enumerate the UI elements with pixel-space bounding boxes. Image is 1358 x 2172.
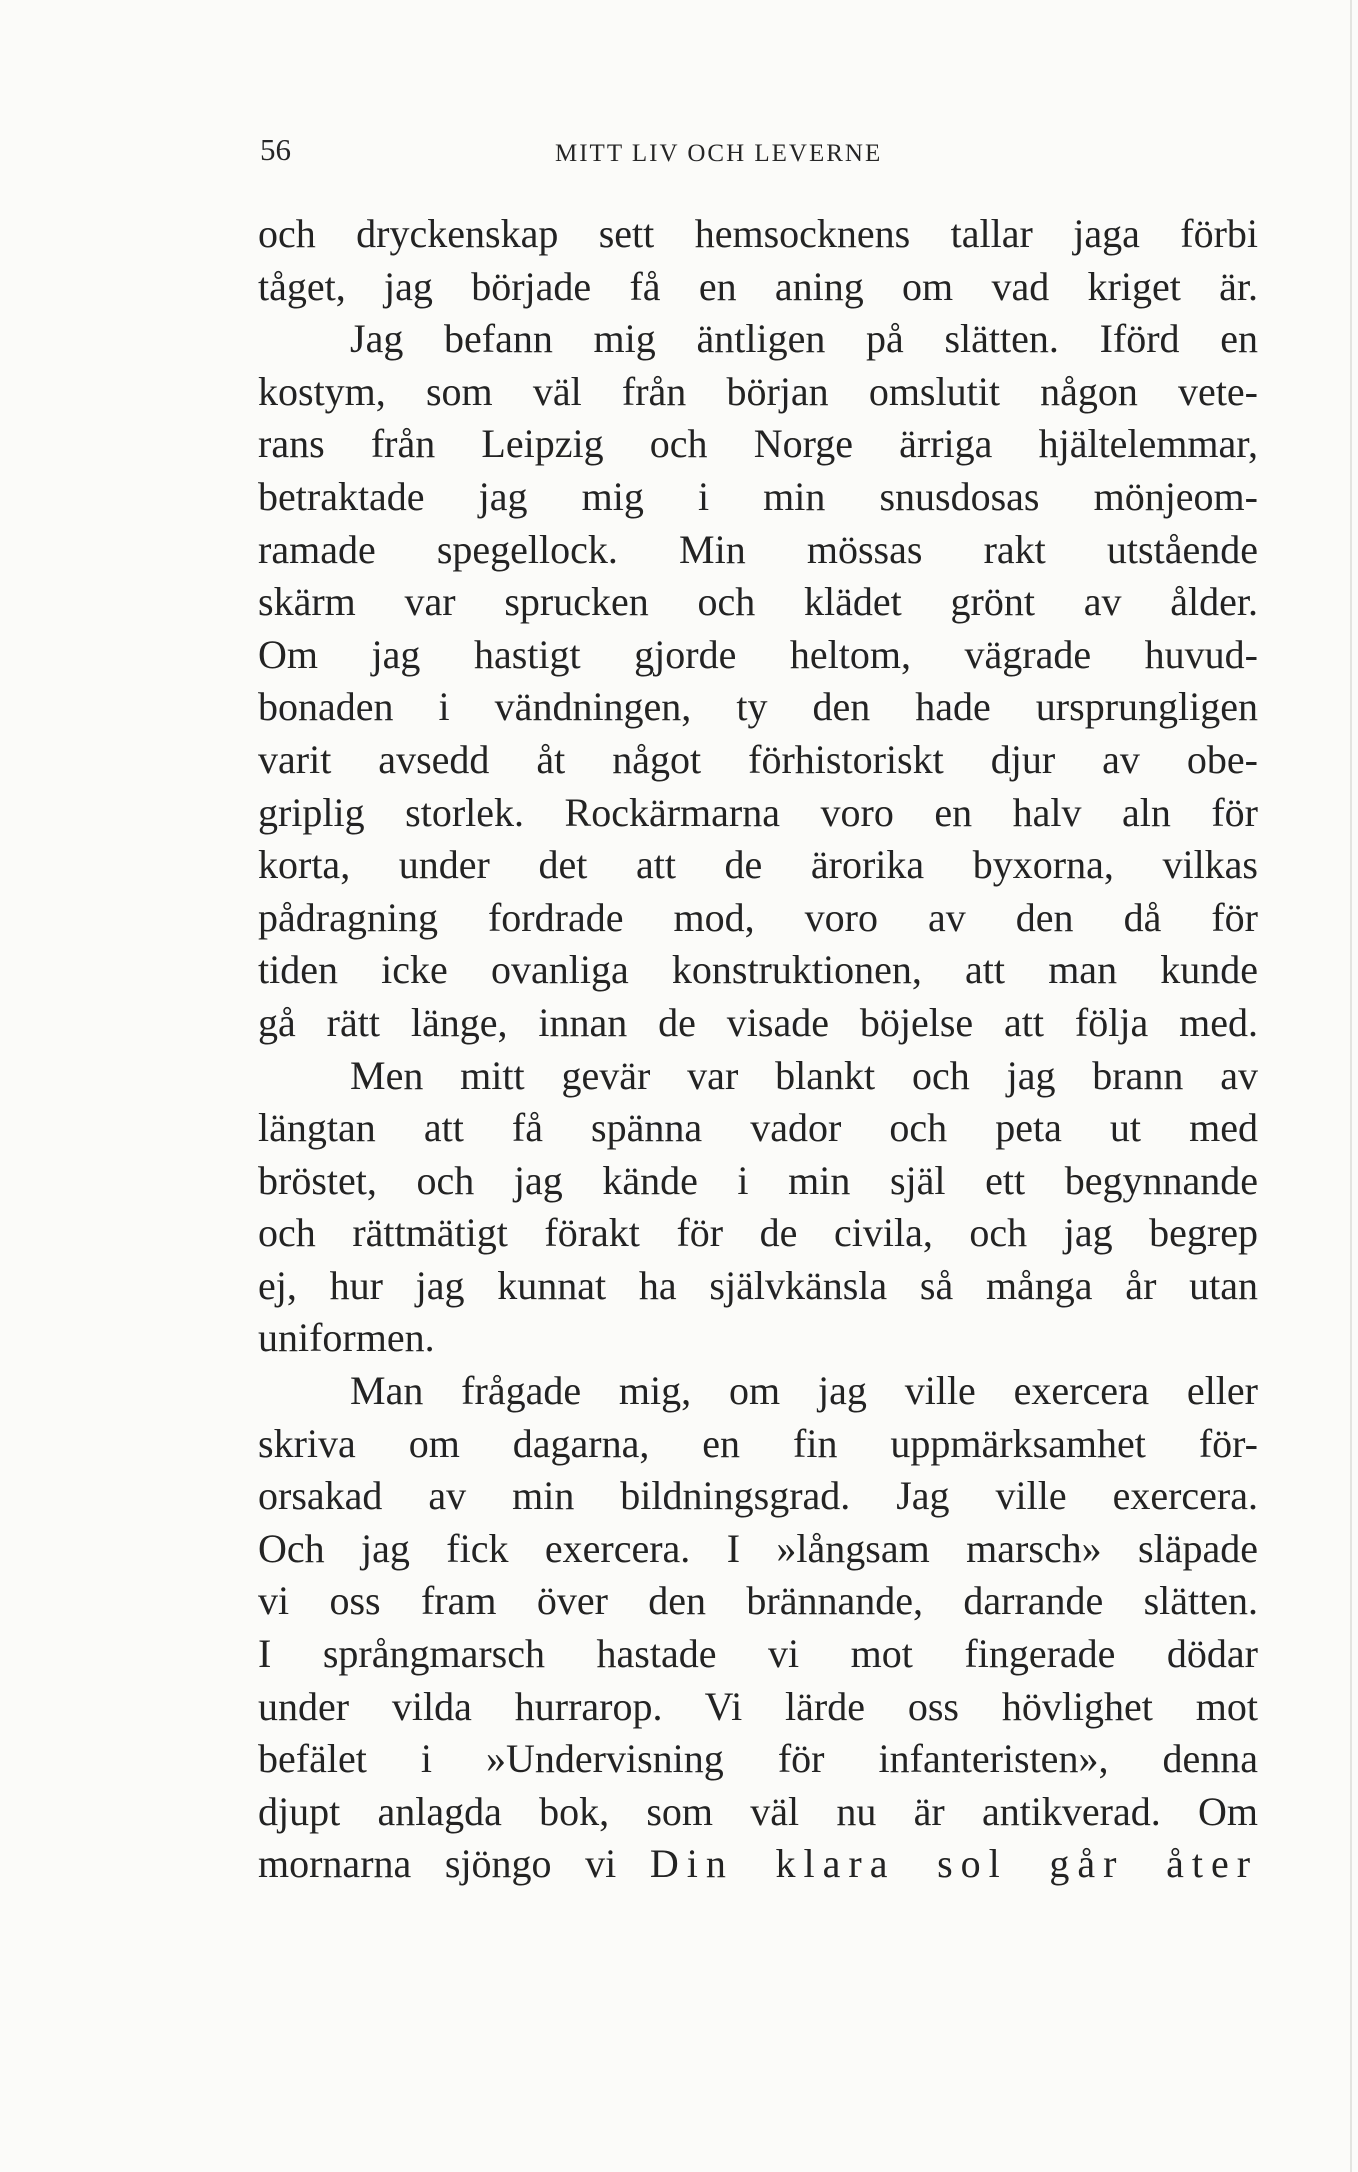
text-line: bröstet, och jag kände i min själ ett begynnande bbox=[258, 1157, 1258, 1203]
text-line: Men mitt gevär var blankt och jag brann av bbox=[350, 1052, 1258, 1098]
text-line: Och jag fick exercera. I »långsam marsch» släpade bbox=[258, 1525, 1258, 1571]
text-line: betraktade jag mig i min snusdosas mönjeom- bbox=[258, 473, 1258, 519]
text-line: Om jag hastigt gjorde heltom, vägrade huvud- bbox=[258, 631, 1258, 677]
text-line-start: mornarna sjöngo vi bbox=[258, 1841, 617, 1887]
text-line: längtan att få spänna vador och peta ut med bbox=[258, 1105, 1258, 1151]
page-number: 56 bbox=[260, 132, 291, 167]
text-line: befälet i »Undervisning för infanteristen», denna bbox=[258, 1736, 1258, 1782]
text-line: djupt anlagda bok, som väl nu är antikverad. Om bbox=[258, 1788, 1258, 1834]
text-line: och dryckenskap sett hemsocknens tallar jaga förbi bbox=[258, 211, 1258, 256]
text-line: I språngmarsch hastade vi mot fingerade dödar bbox=[258, 1631, 1258, 1677]
text-line: tåget, jag började få en aning om vad kriget är. bbox=[258, 263, 1258, 309]
text-line: Jag befann mig äntligen på slätten. Iförd en bbox=[350, 316, 1258, 362]
text-line: bonaden i vändningen, ty den hade ursprungligen bbox=[258, 684, 1258, 730]
text-line: och rättmätigt förakt för de civila, och jag begrep bbox=[258, 1210, 1258, 1256]
text-line: varit avsedd åt något förhistoriskt djur av obe- bbox=[258, 736, 1258, 782]
text-line: uniformen. bbox=[258, 1315, 435, 1361]
text-line: ej, hur jag kunnat ha självkänsla så många år utan bbox=[258, 1262, 1258, 1308]
text-line: vi oss fram över den brännande, darrande slätten. bbox=[258, 1578, 1258, 1624]
text-line: ramade spegellock. Min mössas rakt utstående bbox=[258, 526, 1258, 572]
body-text bbox=[258, 208, 1258, 1891]
text-line: rans från Leipzig och Norge ärriga hjältelemmar, bbox=[258, 421, 1258, 467]
page-edge bbox=[1350, 0, 1352, 2172]
spaced-phrase: Din klara sol går åter bbox=[649, 1841, 1259, 1887]
text-line: Man frågade mig, om jag ville exercera eller bbox=[350, 1368, 1258, 1414]
text-line: tiden icke ovanliga konstruktionen, att man kunde bbox=[258, 947, 1258, 993]
running-title: MITT LIV OCH LEVERNE bbox=[555, 140, 883, 167]
text-line: skärm var sprucken och klädet grönt av ålder. bbox=[258, 579, 1258, 625]
text-line: korta, under det att de ärorika byxorna, vilkas bbox=[258, 842, 1258, 888]
page-header bbox=[260, 132, 1270, 182]
text-line-final bbox=[258, 1838, 1258, 1891]
text-line: orsakad av min bildningsgrad. Jag ville exercera. bbox=[258, 1473, 1258, 1519]
text-line: skriva om dagarna, en fin uppmärksamhet för- bbox=[258, 1420, 1258, 1466]
text-line: pådragning fordrade mod, voro av den då för bbox=[258, 894, 1258, 940]
text-line: under vilda hurrarop. Vi lärde oss hövlighet mot bbox=[258, 1683, 1258, 1729]
text-line: gå rätt länge, innan de visade böjelse att följa med. bbox=[258, 999, 1258, 1045]
text-line: griplig storlek. Rockärmarna voro en halv aln för bbox=[258, 789, 1258, 835]
text-line: kostym, som väl från början omslutit någon vete- bbox=[258, 368, 1258, 414]
